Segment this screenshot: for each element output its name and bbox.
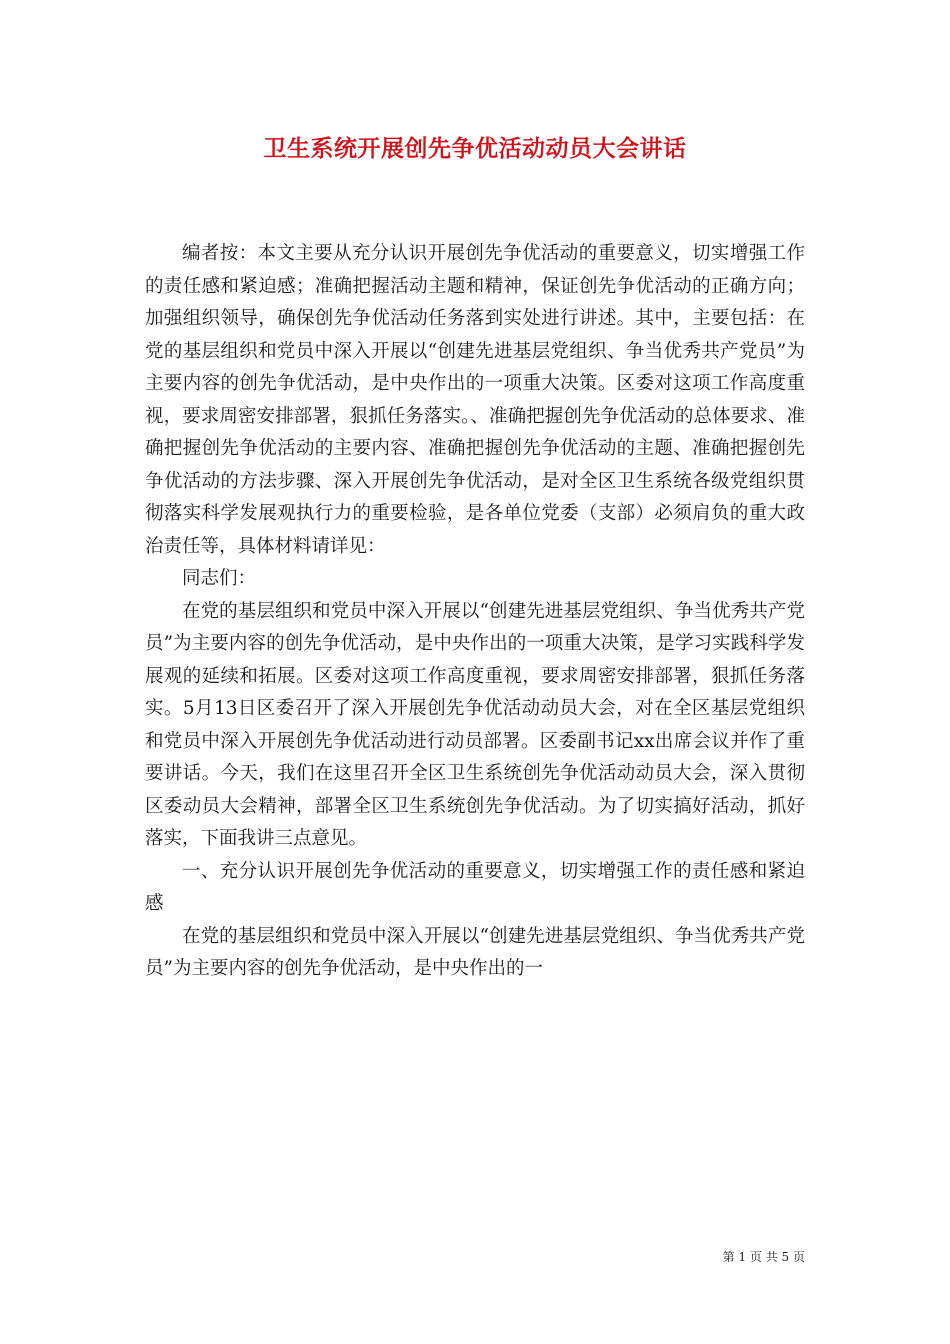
page-number: 第 1 页 共 5 页 xyxy=(722,1250,805,1264)
section-heading-1: 一、充分认识开展创先争优活动的重要意义，切实增强工作的责任感和紧迫感 xyxy=(145,860,805,914)
salutation-paragraph: 同志们： xyxy=(182,568,257,589)
document-body xyxy=(145,238,805,986)
document-title: 卫生系统开展创先争优活动动员大会讲话 xyxy=(263,135,687,162)
body-paragraph: 在党的基层组织和党员中深入开展以“创建先进基层党组织、争当优秀共产党员”为主要内容的创先争优活动，是中央作出的一项重大决策，是学习实践科学发展观的延续和拓展。区委对这项工作高度重视，要求周密安排部署，狠抓任务落实。5月13日区委召开了深入开展创先争优活动动员大会，对在全区基层党组织和党员中深入开展创先争优活动进行动员部署。区委副书记xx出席会议并作了重要讲话。今天，我们在这里召开全区卫生系统创先争优活动动员大会，深入贯彻区委动员大会精神，部署全区卫生系统创先争优活动。为了切实搞好活动，抓好落实，下面我讲三点意见。 xyxy=(145,600,805,849)
editor-note-paragraph: 编者按：本文主要从充分认识开展创先争优活动的重要意义，切实增强工作的责任感和紧迫感；准确把握活动主题和精神，保证创先争优活动的正确方向；加强组织领导，确保创先争优活动任务落到实处进行讲述。其中，主要包括：在党的基层组织和党员中深入开展以“创建先进基层党组织、争当优秀共产党员”为主要内容的创先争优活动，是中央作出的一项重大决策。区委对这项工作高度重视，要求周密安排部署，狠抓任务落实。、准确把握创先争优活动的总体要求、准确把握创先争优活动的主要内容、准确把握创先争优活动的主题、准确把握创先争优活动的方法步骤、深入开展创先争优活动，是对全区卫生系统各级党组织贯彻落实科学发展观执行力的重要检验，是各单位党委（支部）必须肩负的重大政治责任等，具体材料请详见： xyxy=(145,243,805,557)
body-paragraph: 在党的基层组织和党员中深入开展以“创建先进基层党组织、争当优秀共产党员”为主要内容的创先争优活动，是中央作出的一 xyxy=(145,925,805,979)
